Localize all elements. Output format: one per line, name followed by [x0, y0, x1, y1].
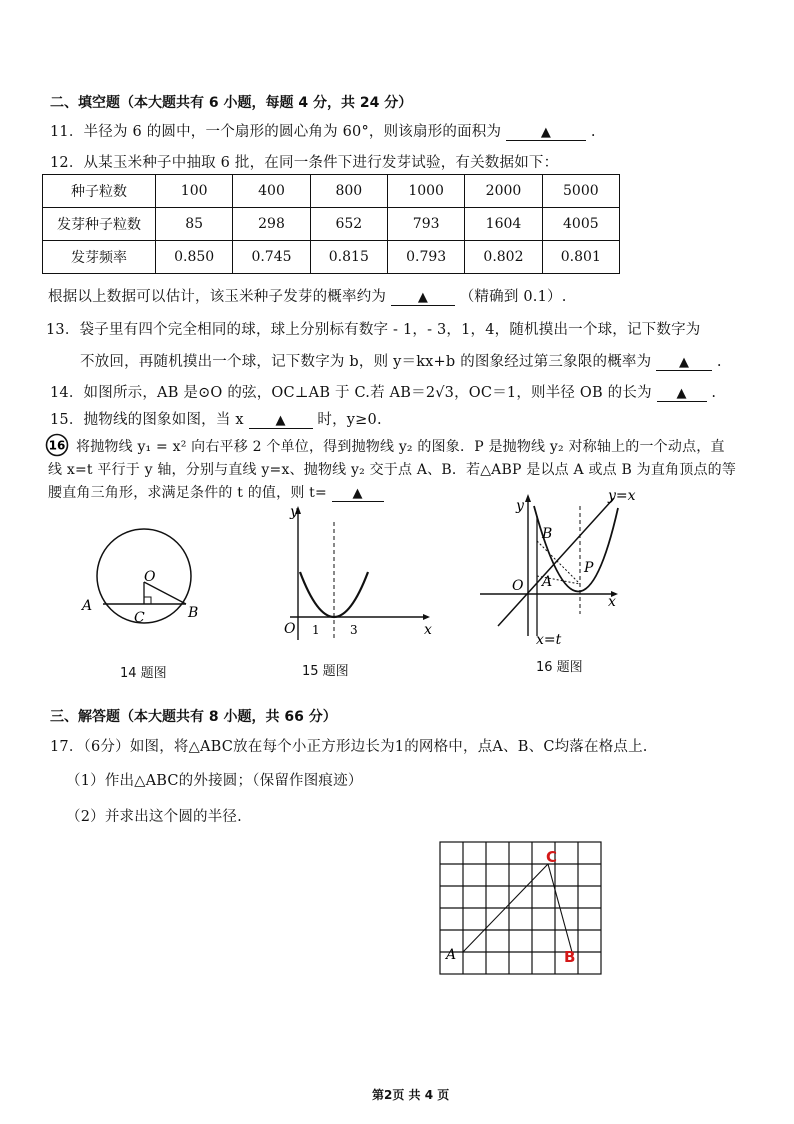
answer-blank-13: ▲ — [656, 355, 712, 371]
page-footer: 第2页 共 4 页 — [372, 1088, 450, 1102]
question-16-number-circle — [44, 432, 70, 462]
label-three: 3 — [350, 623, 358, 637]
question-12-followup — [48, 285, 567, 306]
section-3-title: 三、解答题（本大题共有 8 小题，共 66 分） — [50, 709, 337, 725]
question-13-line-2-text: 不放回，再随机摸出一个球，记下数字为 b，则 y＝kx+b 的图象经过第三象限的概率为 — [80, 354, 652, 370]
label-b: B — [542, 526, 553, 542]
table-cell: 4005 — [542, 208, 619, 241]
label-a: A — [82, 598, 93, 614]
question-13-end: . — [716, 354, 722, 370]
section-2-title: 二、填空题（本大题共有 6 小题，每题 4 分，共 24 分） — [50, 95, 413, 111]
table-cell: 0.802 — [465, 241, 542, 274]
table-row-label: 发芽频率 — [43, 241, 156, 274]
grid-label-b-handwritten: B — [564, 948, 576, 966]
question-11 — [50, 120, 596, 141]
table-cell: 298 — [233, 208, 310, 241]
table-cell: 652 — [310, 208, 387, 241]
question-12-precision: （精确到 0.1）. — [459, 289, 567, 305]
table-cell: 1604 — [465, 208, 542, 241]
table-cell: 1000 — [387, 175, 464, 208]
question-14 — [50, 381, 716, 402]
answer-blank-15: ▲ — [249, 413, 313, 429]
figure-14-caption: 14 题图 — [120, 666, 167, 681]
table-cell: 0.745 — [233, 241, 310, 274]
label-y: y — [290, 504, 298, 520]
label-o: O — [144, 569, 156, 585]
figure-16-parabola-line-graph — [476, 486, 636, 646]
table-cell: 0.801 — [542, 241, 619, 274]
question-17-part-1: （1）作出△ABC的外接圆；（保留作图痕迹） — [66, 773, 363, 789]
figure-14-circle-diagram — [76, 518, 216, 638]
table-row — [43, 175, 620, 208]
answer-blank-16: ▲ — [332, 486, 384, 502]
table-cell: 400 — [233, 175, 310, 208]
question-17-grid-figure — [436, 838, 606, 976]
question-15 — [50, 408, 382, 429]
table-cell: 0.850 — [156, 241, 233, 274]
question-16-line-2: 线 x=t 平行于 y 轴，分别与直线 y=x、抛物线 y₂ 交于点 A、B．若△ABP 是以点 A 或点 B 为直角顶点的等 — [48, 462, 737, 478]
table-cell: 2000 — [465, 175, 542, 208]
table-cell: 0.815 — [310, 241, 387, 274]
question-11-text: 11．半径为 6 的圆中，一个扇形的圆心角为 60°，则该扇形的面积为 — [50, 124, 502, 140]
question-12-after-text: 根据以上数据可以估计，该玉米种子发芽的概率约为 — [48, 289, 387, 305]
table-row — [43, 208, 620, 241]
label-x: x — [424, 622, 432, 638]
label-a: A — [542, 574, 553, 590]
question-17-text: 17．（6分）如图，将△ABC放在每个小正方形边长为1的网格中，点A、B、C均落在格点上. — [50, 739, 648, 755]
label-origin: O — [284, 621, 296, 637]
answer-blank-12: ▲ — [391, 290, 455, 306]
question-13-line-2 — [80, 350, 722, 371]
table-cell: 100 — [156, 175, 233, 208]
question-16-line-3 — [48, 482, 384, 502]
question-16-line-3-text: 腰直角三角形，求满足条件的 t 的值，则 t= — [48, 485, 327, 501]
label-b: B — [188, 605, 199, 621]
question-15-post: 时，y≥0. — [317, 412, 382, 428]
label-c: C — [134, 610, 145, 626]
table-cell: 85 — [156, 208, 233, 241]
table-row-label: 种子粒数 — [43, 175, 156, 208]
table-row-label: 发芽种子粒数 — [43, 208, 156, 241]
table-row — [43, 241, 620, 274]
question-17-part-2: （2）并求出这个圆的半径. — [66, 809, 242, 825]
table-cell: 5000 — [542, 175, 619, 208]
label-origin: O — [512, 578, 524, 594]
table-cell: 0.793 — [387, 241, 464, 274]
grid-label-a: A — [446, 947, 457, 963]
figure-16-caption: 16 题图 — [536, 660, 583, 675]
label-p: P — [584, 560, 594, 576]
label-y: y — [516, 498, 524, 514]
germination-table — [42, 174, 620, 274]
question-13-line-1: 13．袋子里有四个完全相同的球，球上分别标有数字 - 1，- 3，1，4，随机摸出一个球，记下数字为 — [46, 322, 701, 338]
question-14-end: . — [711, 385, 717, 401]
answer-blank-14: ▲ — [657, 386, 707, 402]
question-16-number: 16 — [48, 438, 66, 453]
question-14-text: 14．如图所示，AB 是⊙O 的弦，OC⊥AB 于 C.若 AB＝2√3，OC＝1，则半径 OB 的长为 — [50, 385, 652, 401]
label-line-y-equals-x: y=x — [608, 488, 636, 504]
table-cell: 793 — [387, 208, 464, 241]
figure-15-caption: 15 题图 — [302, 664, 349, 679]
question-15-pre: 15．抛物线的图象如图，当 x — [50, 412, 244, 428]
question-11-end: . — [590, 124, 596, 140]
question-12-text: 12．从某玉米种子中抽取 6 批，在同一条件下进行发芽试验，有关数据如下： — [50, 155, 559, 171]
question-16-line-1: 将抛物线 y₁ = x² 向右平移 2 个单位，得到抛物线 y₂ 的图象．P 是抛物线 y₂ 对称轴上的一个动点，直 — [76, 439, 725, 455]
answer-blank-11: ▲ — [506, 125, 586, 141]
figure-15-parabola-graph — [280, 500, 440, 645]
label-line-x-equals-t: x=t — [536, 632, 562, 646]
label-one: 1 — [312, 623, 320, 637]
table-cell: 800 — [310, 175, 387, 208]
label-x: x — [608, 594, 616, 610]
grid-label-c-handwritten: C — [546, 848, 558, 866]
